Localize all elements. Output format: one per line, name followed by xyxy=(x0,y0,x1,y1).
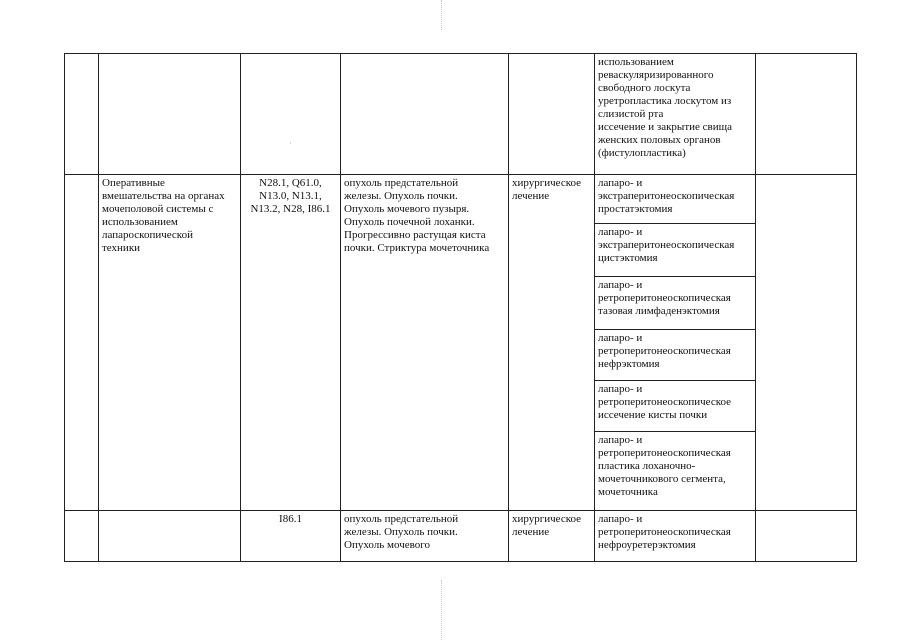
cell-method: лапаро- и ретроперитонеоскопическая нефрэктомия xyxy=(595,330,756,381)
cell-name xyxy=(99,54,241,175)
cell-method: лапаро- и ретроперитонеоскопическая нефроуретерэктомия xyxy=(595,511,756,562)
scan-fold-line-bottom xyxy=(441,580,442,640)
cell-name: Оперативные вмешательства на органах мочеполовой системы с использованием лапароскопической техники xyxy=(99,175,241,511)
cell-number xyxy=(65,175,99,511)
table-row xyxy=(65,175,857,224)
cell-norm xyxy=(756,511,857,562)
scan-fold-line-top xyxy=(441,0,442,30)
cell-method: использованием реваскуляризированного свободного лоскута уретропластика лоскутом из слизистой рта иссечение и закрытие свища женских половых органов (фистулопластика) xyxy=(595,54,756,175)
faint-scan-mark: · xyxy=(289,139,292,148)
cell-number xyxy=(65,511,99,562)
cell-name xyxy=(99,511,241,562)
cell-method: лапаро- и экстраперитонеоскопическая цистэктомия xyxy=(595,224,756,277)
cell-treatment: хирургическое лечение xyxy=(509,175,595,511)
cell-norm xyxy=(756,54,857,175)
cell-diagnosis: опухоль предстательной железы. Опухоль почки. Опухоль мочевого пузыря. Опухоль почечной лоханки. Прогрессивно растущая киста почки. Стриктура мочеточника xyxy=(341,175,509,511)
cell-norm xyxy=(756,175,857,511)
cell-method: лапаро- и ретроперитонеоскопическая тазовая лимфаденэктомия xyxy=(595,277,756,330)
cell-number xyxy=(65,54,99,175)
cell-treatment: хирургическое лечение xyxy=(509,511,595,562)
cell-diagnosis: опухоль предстательной железы. Опухоль почки. Опухоль мочевого xyxy=(341,511,509,562)
cell-treatment xyxy=(509,54,595,175)
cell-diagnosis xyxy=(341,54,509,175)
cell-method: лапаро- и ретроперитонеоскопическая пластика лоханочно- мочеточникового сегмента, мочеточника xyxy=(595,432,756,511)
table-row xyxy=(65,511,857,562)
cell-method: лапаро- и экстраперитонеоскопическая простатэктомия xyxy=(595,175,756,224)
cell-codes: I86.1 xyxy=(241,511,341,562)
table-row xyxy=(65,54,857,175)
cell-method: лапаро- и ретроперитонеоскопическое иссечение кисты почки xyxy=(595,381,756,432)
cell-codes: N28.1, Q61.0, N13.0, N13.1, N13.2, N28, I86.1 xyxy=(241,175,341,511)
cell-codes xyxy=(241,54,341,175)
procedures-table xyxy=(64,53,857,562)
